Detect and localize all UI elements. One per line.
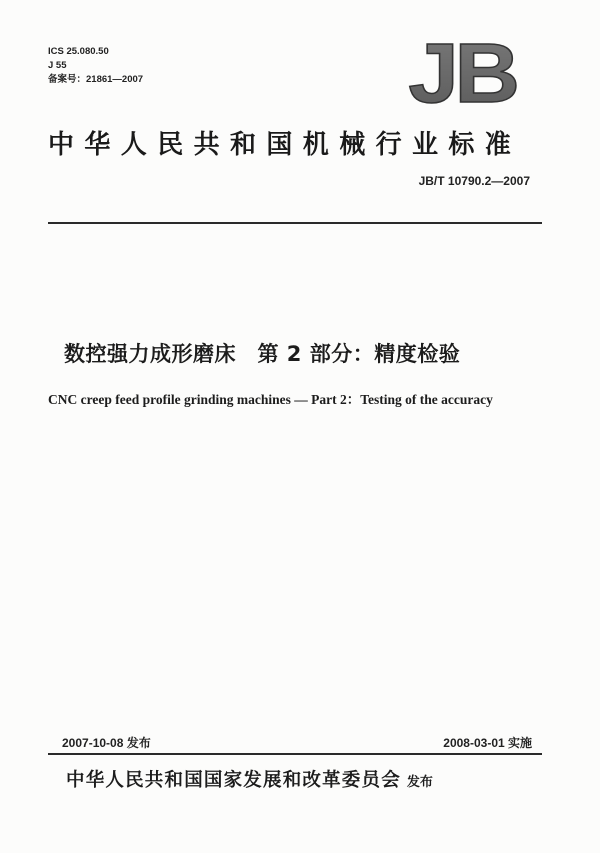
ccs-code: J 55 — [48, 60, 67, 71]
classification-block — [48, 45, 143, 87]
issuer-name: 中华人民共和国国家发展和改革委员会 — [66, 770, 401, 791]
issue-date: 2007-10-08 发布 — [62, 736, 151, 750]
document-title-chinese: 数控强力成形磨床 第 2 部分：精度检验 — [64, 342, 461, 366]
implementation-date: 2008-03-01 实施 — [443, 736, 532, 750]
svg-text:JB: JB — [408, 32, 516, 112]
ics-code: ICS 25.080.50 — [48, 46, 109, 57]
record-number: 备案号：21861—2007 — [48, 74, 144, 85]
issuing-authority — [66, 766, 433, 792]
standard-number: JB/T 10790.2—2007 — [418, 174, 530, 188]
bottom-divider — [48, 753, 542, 755]
top-divider — [48, 222, 542, 224]
standard-category-title: 中华人民共和国机械行业标准 — [48, 130, 522, 160]
document-title-english: CNC creep feed profile grinding machines — Part 2：Testing of the accuracy — [48, 392, 493, 407]
jb-logo — [402, 32, 522, 112]
issuer-suffix: 发布 — [406, 775, 433, 790]
